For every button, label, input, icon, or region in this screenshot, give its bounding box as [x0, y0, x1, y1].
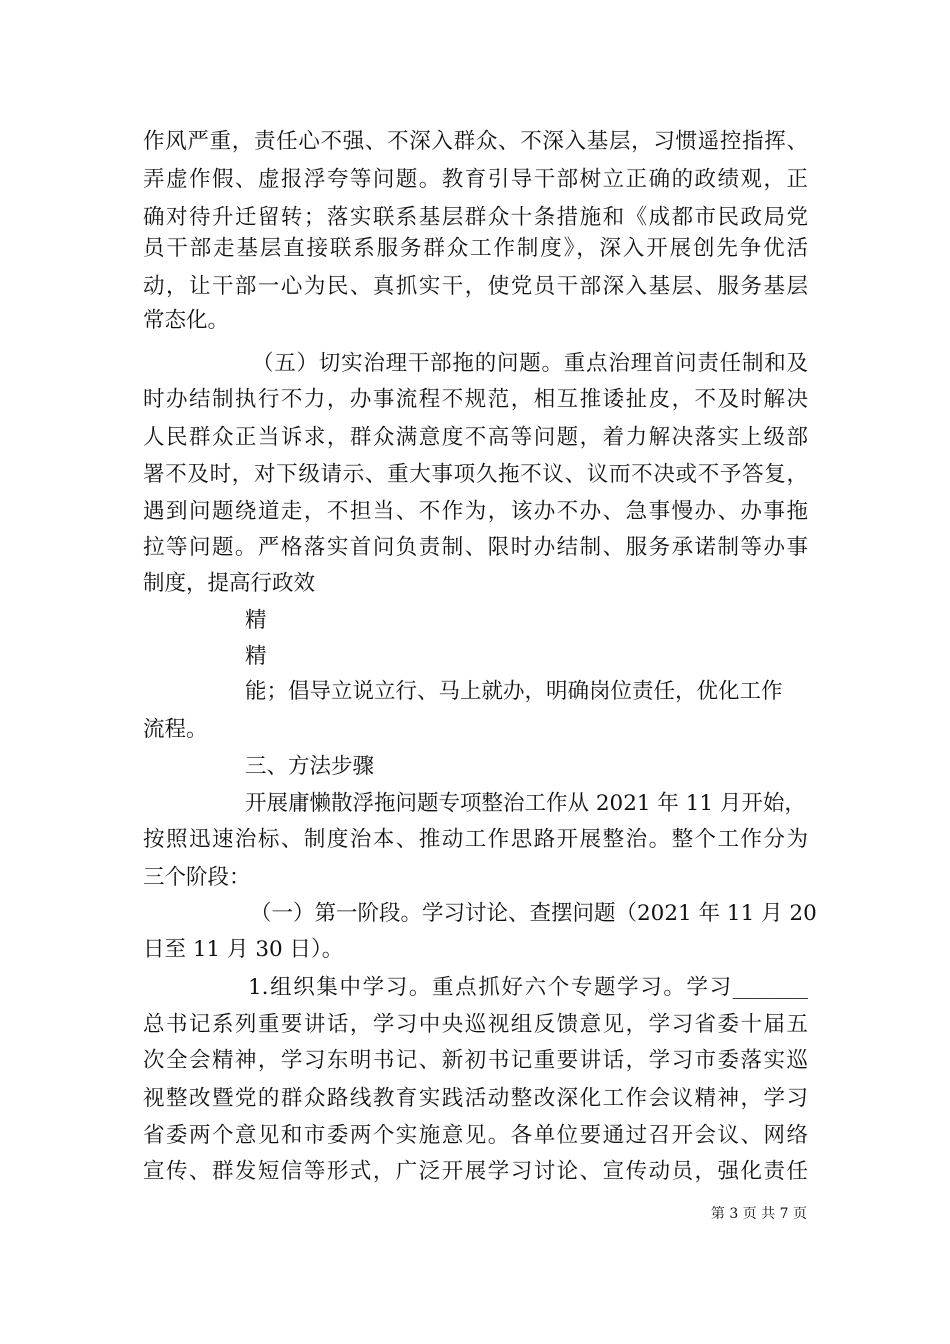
page-number-footer: 第 3 页 共 7 页: [710, 1206, 807, 1222]
text-line: 遇到问题绕道走，不担当、不作为，该办不办、急事慢办、办事拖: [143, 499, 808, 524]
text-line: 按照迅速治标、制度治本、推动工作思路开展整治。整个工作分为: [143, 827, 808, 852]
text-line: 确对待升迁留转；落实联系基层群众十条措施和《成都市民政局党: [143, 205, 808, 230]
text-line: 省委两个意见和市委两个实施意见。各单位要通过召开会议、网络: [143, 1123, 808, 1148]
text-line: 动，让干部一心为民、真抓实干，使党员干部深入基层、服务基层: [143, 274, 808, 299]
text-line: 拉等问题。严格落实首问负责制、限时办结制、服务承诺制等办事: [143, 535, 808, 560]
text-line: 日至 11 月 30 日）。: [143, 937, 344, 962]
text-line: 时办结制执行不力，办事流程不规范，相互推诿扯皮，不及时解决: [143, 387, 808, 412]
text-line: 署不及时，对下级请示、重大事项久拖不议、议而不决或不予答复，: [143, 462, 808, 487]
text-line: 流程。: [143, 717, 208, 742]
text-line: 次全会精神，学习东明书记、新初书记重要讲话，学习市委落实巡: [143, 1048, 808, 1073]
text-line: 人民群众正当诉求，群众满意度不高等问题，着力解决落实上级部: [143, 425, 808, 450]
subsection-heading-1: （一）第一阶段。学习讨论、查摆问题（2021 年 11 月 20: [250, 901, 817, 926]
text-line: 三个阶段：: [143, 865, 251, 890]
text-line: 宣传、群发短信等形式，广泛开展学习讨论、宣传动员，强化责任: [143, 1159, 808, 1184]
text-line: 常态化。: [143, 308, 230, 333]
section-heading-3: 三、方法步骤: [245, 754, 375, 779]
text-line: 精: [245, 644, 267, 669]
section-heading-5: （五）切实治理干部拖的问题。重点治理首问责任制和及: [252, 351, 808, 376]
text-line: 作风严重，责任心不强、不深入群众、不深入基层，习惯遥控指挥、: [143, 129, 808, 154]
text-line: 制度，提高行政效: [143, 571, 316, 596]
text-line: 员干部走基层直接联系服务群众工作制度》，深入开展创先争优活: [143, 236, 808, 261]
text-line: 精: [245, 608, 267, 633]
text-line: 弄虚作假、虚报浮夸等问题。教育引导干部树立正确的政绩观，正: [143, 167, 808, 192]
item-heading-1: 1.组织集中学习。重点抓好六个专题学习。学习_______: [248, 975, 808, 1000]
text-line: 视整改暨党的群众路线教育实践活动整改深化工作会议精神，学习: [143, 1086, 808, 1111]
text-line: 总书记系列重要讲话，学习中央巡视组反馈意见，学习省委十届五: [143, 1012, 808, 1037]
text-line: 能；倡导立说立行、马上就办，明确岗位责任，优化工作: [245, 679, 783, 704]
text-line: 开展庸懒散浮拖问题专项整治工作从 2021 年 11 月开始，: [245, 791, 806, 816]
